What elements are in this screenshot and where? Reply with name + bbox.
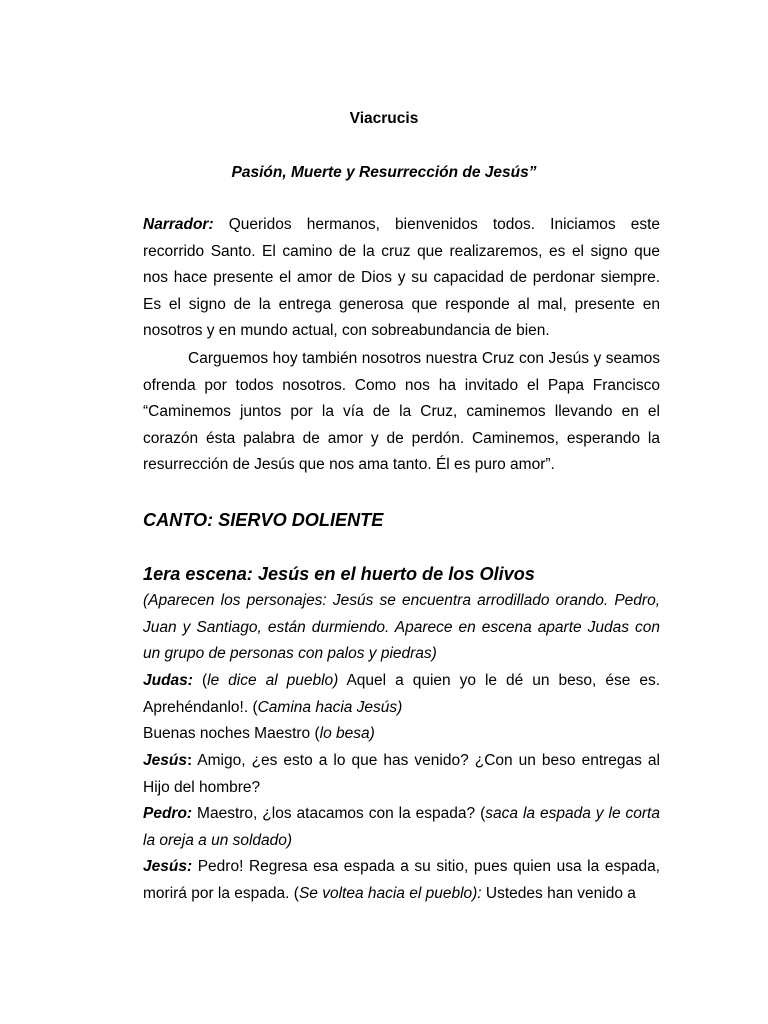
pedro-label: Pedro: — [143, 805, 193, 822]
jesus2-direction: Se voltea hacia el pueblo): — [298, 884, 482, 902]
document-title: Viacrucis — [349, 110, 419, 127]
judas-text-1: ( — [192, 672, 208, 689]
jesus-colon: : — [186, 752, 193, 769]
jesus2-text-2: Ustedes han venido a — [481, 884, 636, 902]
judas-line-2 — [143, 721, 660, 748]
jesus-text-1: Amigo, ¿es esto a lo que has venido? ¿Con un beso entregas al Hijo del hombre? — [143, 752, 660, 796]
jesus2-text-1: Pedro! Regresa esa espada a su sitio, pues quien usa la espada, morirá por la espada. ( — [143, 858, 660, 902]
pedro-line — [143, 801, 660, 854]
song-heading: CANTO: SIERVO DOLIENTE — [143, 510, 384, 530]
judas-line-1 — [143, 668, 660, 721]
jesus2-label: Jesús: — [143, 858, 193, 875]
judas2-direction: lo besa) — [319, 725, 375, 742]
jesus-label: Jesús — [143, 752, 187, 769]
judas-label: Judas: — [143, 672, 193, 689]
jesus-line-2 — [143, 854, 660, 907]
invitation-paragraph: Carguemos hoy también nosotros nuestra Cruz con Jesús y seamos ofrenda por todos nosotros. Como nos ha invitado el Papa Francisco “Caminemos juntos por la vía de la Cruz, caminemos llevando en el corazón ésta palabra de amor y de perdón. Caminemos, esperando la resurrección de Jesús que nos ama tanto. Él es puro amor”. — [143, 350, 660, 473]
scene1-heading: 1era escena: Jesús en el huerto de los Olivos — [143, 564, 535, 584]
judas-direction-1: le dice al pueblo) — [207, 672, 339, 689]
document-subtitle: Pasión, Muerte y Resurrección de Jesús” — [231, 164, 537, 181]
scene1-stage-directions: (Aparecen los personajes: Jesús se encuentra arrodillado orando. Pedro, Juan y Santiago, están durmiendo. Aparece en escena aparte Judas con un grupo de personas con palos y piedras) — [143, 592, 660, 662]
narrator-label: Narrador: — [143, 216, 214, 233]
narrator-paragraph — [143, 212, 660, 345]
judas-text-2: Aquel a quien yo le dé un beso, ése es. Aprehéndanlo!. ( — [143, 672, 660, 716]
judas-direction-2: Camina hacia Jesús) — [257, 698, 403, 716]
pedro-direction: saca la espada y le corta la oreja a un soldado) — [143, 805, 660, 849]
narrator-text: Queridos hermanos, bienvenidos todos. Iniciamos este recorrido Santo. El camino de la cruz que realizaremos, es el signo que nos hace presente el amor de Dios y su capacidad de perdonar siempre. Es el signo de la entrega generosa que responde al mal, presente en nosotros y en mundo actual, con sobreabundancia de bien. — [143, 216, 660, 339]
pedro-text: Maestro, ¿los atacamos con la espada? ( — [192, 805, 486, 822]
jesus-line-1 — [143, 748, 660, 801]
judas2-text: Buenas noches Maestro ( — [143, 725, 320, 742]
